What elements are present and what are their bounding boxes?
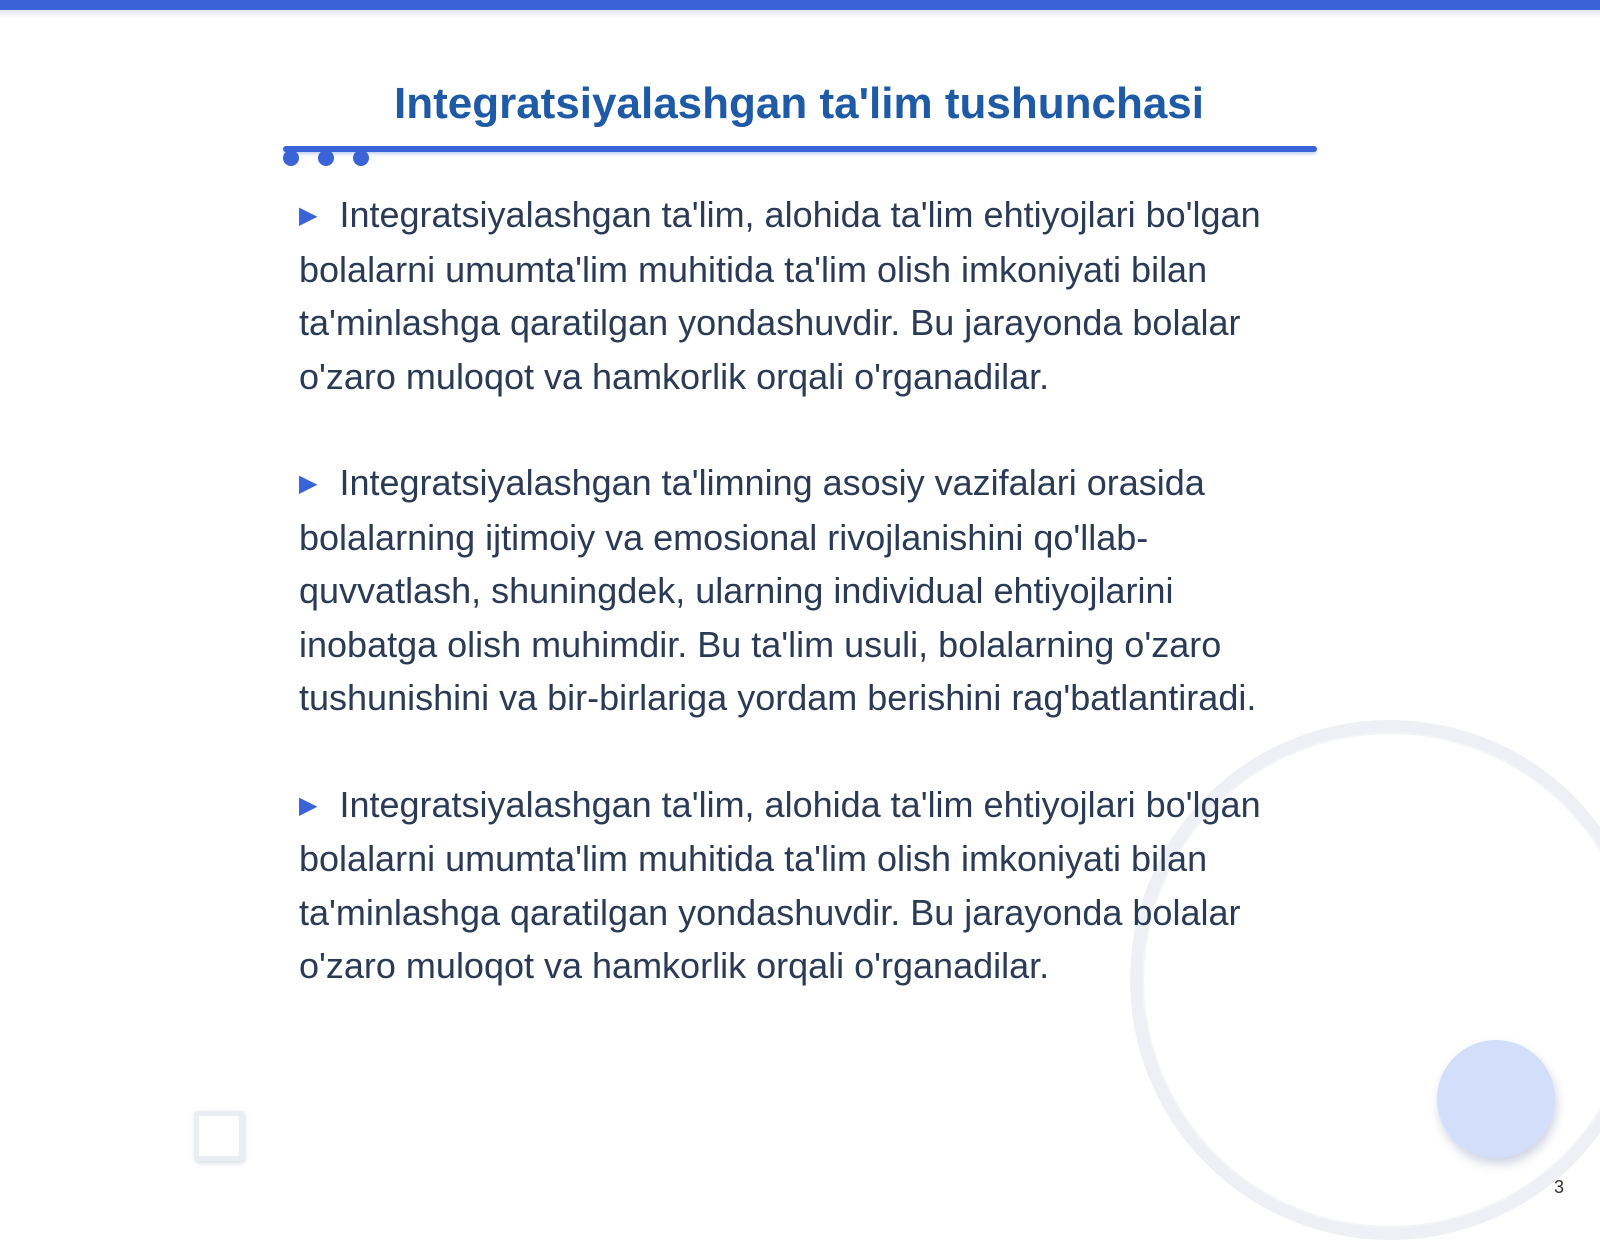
paragraph-text: Integratsiyalashgan ta'limning asosiy vazifalari orasida bolalarning ijtimoiy va emosional rivojlanishini qo'llab-quvvatlash, shuningdek, ularning individual ehtiyojlarini inobatga olish muhimdir. Bu ta'lim usuli, bolalarning o'zaro tushunishini va bir-birlariga yordam berishini rag'batlantiradi. bbox=[299, 462, 1257, 718]
top-accent-bar bbox=[0, 0, 1600, 10]
decorative-square bbox=[194, 1111, 244, 1161]
paragraph-text: Integratsiyalashgan ta'lim, alohida ta'lim ehtiyojlari bo'lgan bolalarni umumta'lim muhitida ta'lim olish imkoniyati bilan ta'minlashga qaratilgan yondashuvdir. Bu jarayonda bolalar o'zaro muloqot va hamkorlik orqali o'rganadilar. bbox=[299, 783, 1261, 986]
top-bar-shadow bbox=[0, 10, 1600, 18]
paragraph-text: Integratsiyalashgan ta'lim, alohida ta'lim ehtiyojlari bo'lgan bolalarni umumta'lim muhitida ta'lim olish imkoniyati bilan ta'minlashga qaratilgan yondashuvdir. Bu jarayonda bolalar o'zaro muloqot va hamkorlik orqali o'rganadilar. bbox=[299, 194, 1261, 397]
bullet-arrow-icon: ▶ bbox=[299, 470, 318, 497]
page-number: 3 bbox=[1554, 1177, 1565, 1197]
bullet-arrow-icon: ▶ bbox=[299, 202, 318, 229]
slide-body bbox=[299, 188, 1299, 1046]
decorative-circle bbox=[1437, 1040, 1555, 1158]
bullet-arrow-icon: ▶ bbox=[299, 791, 318, 819]
bullet-paragraph-3 bbox=[299, 778, 1299, 993]
title-dot-3 bbox=[353, 150, 369, 166]
slide-title: Integratsiyalashgan ta'lim tushunchasi bbox=[393, 79, 1204, 128]
title-dot-1 bbox=[283, 150, 299, 166]
title-underline bbox=[283, 146, 1317, 152]
bullet-paragraph-2 bbox=[299, 456, 1299, 725]
title-dot-2 bbox=[318, 150, 334, 166]
bullet-paragraph-1 bbox=[299, 188, 1299, 403]
